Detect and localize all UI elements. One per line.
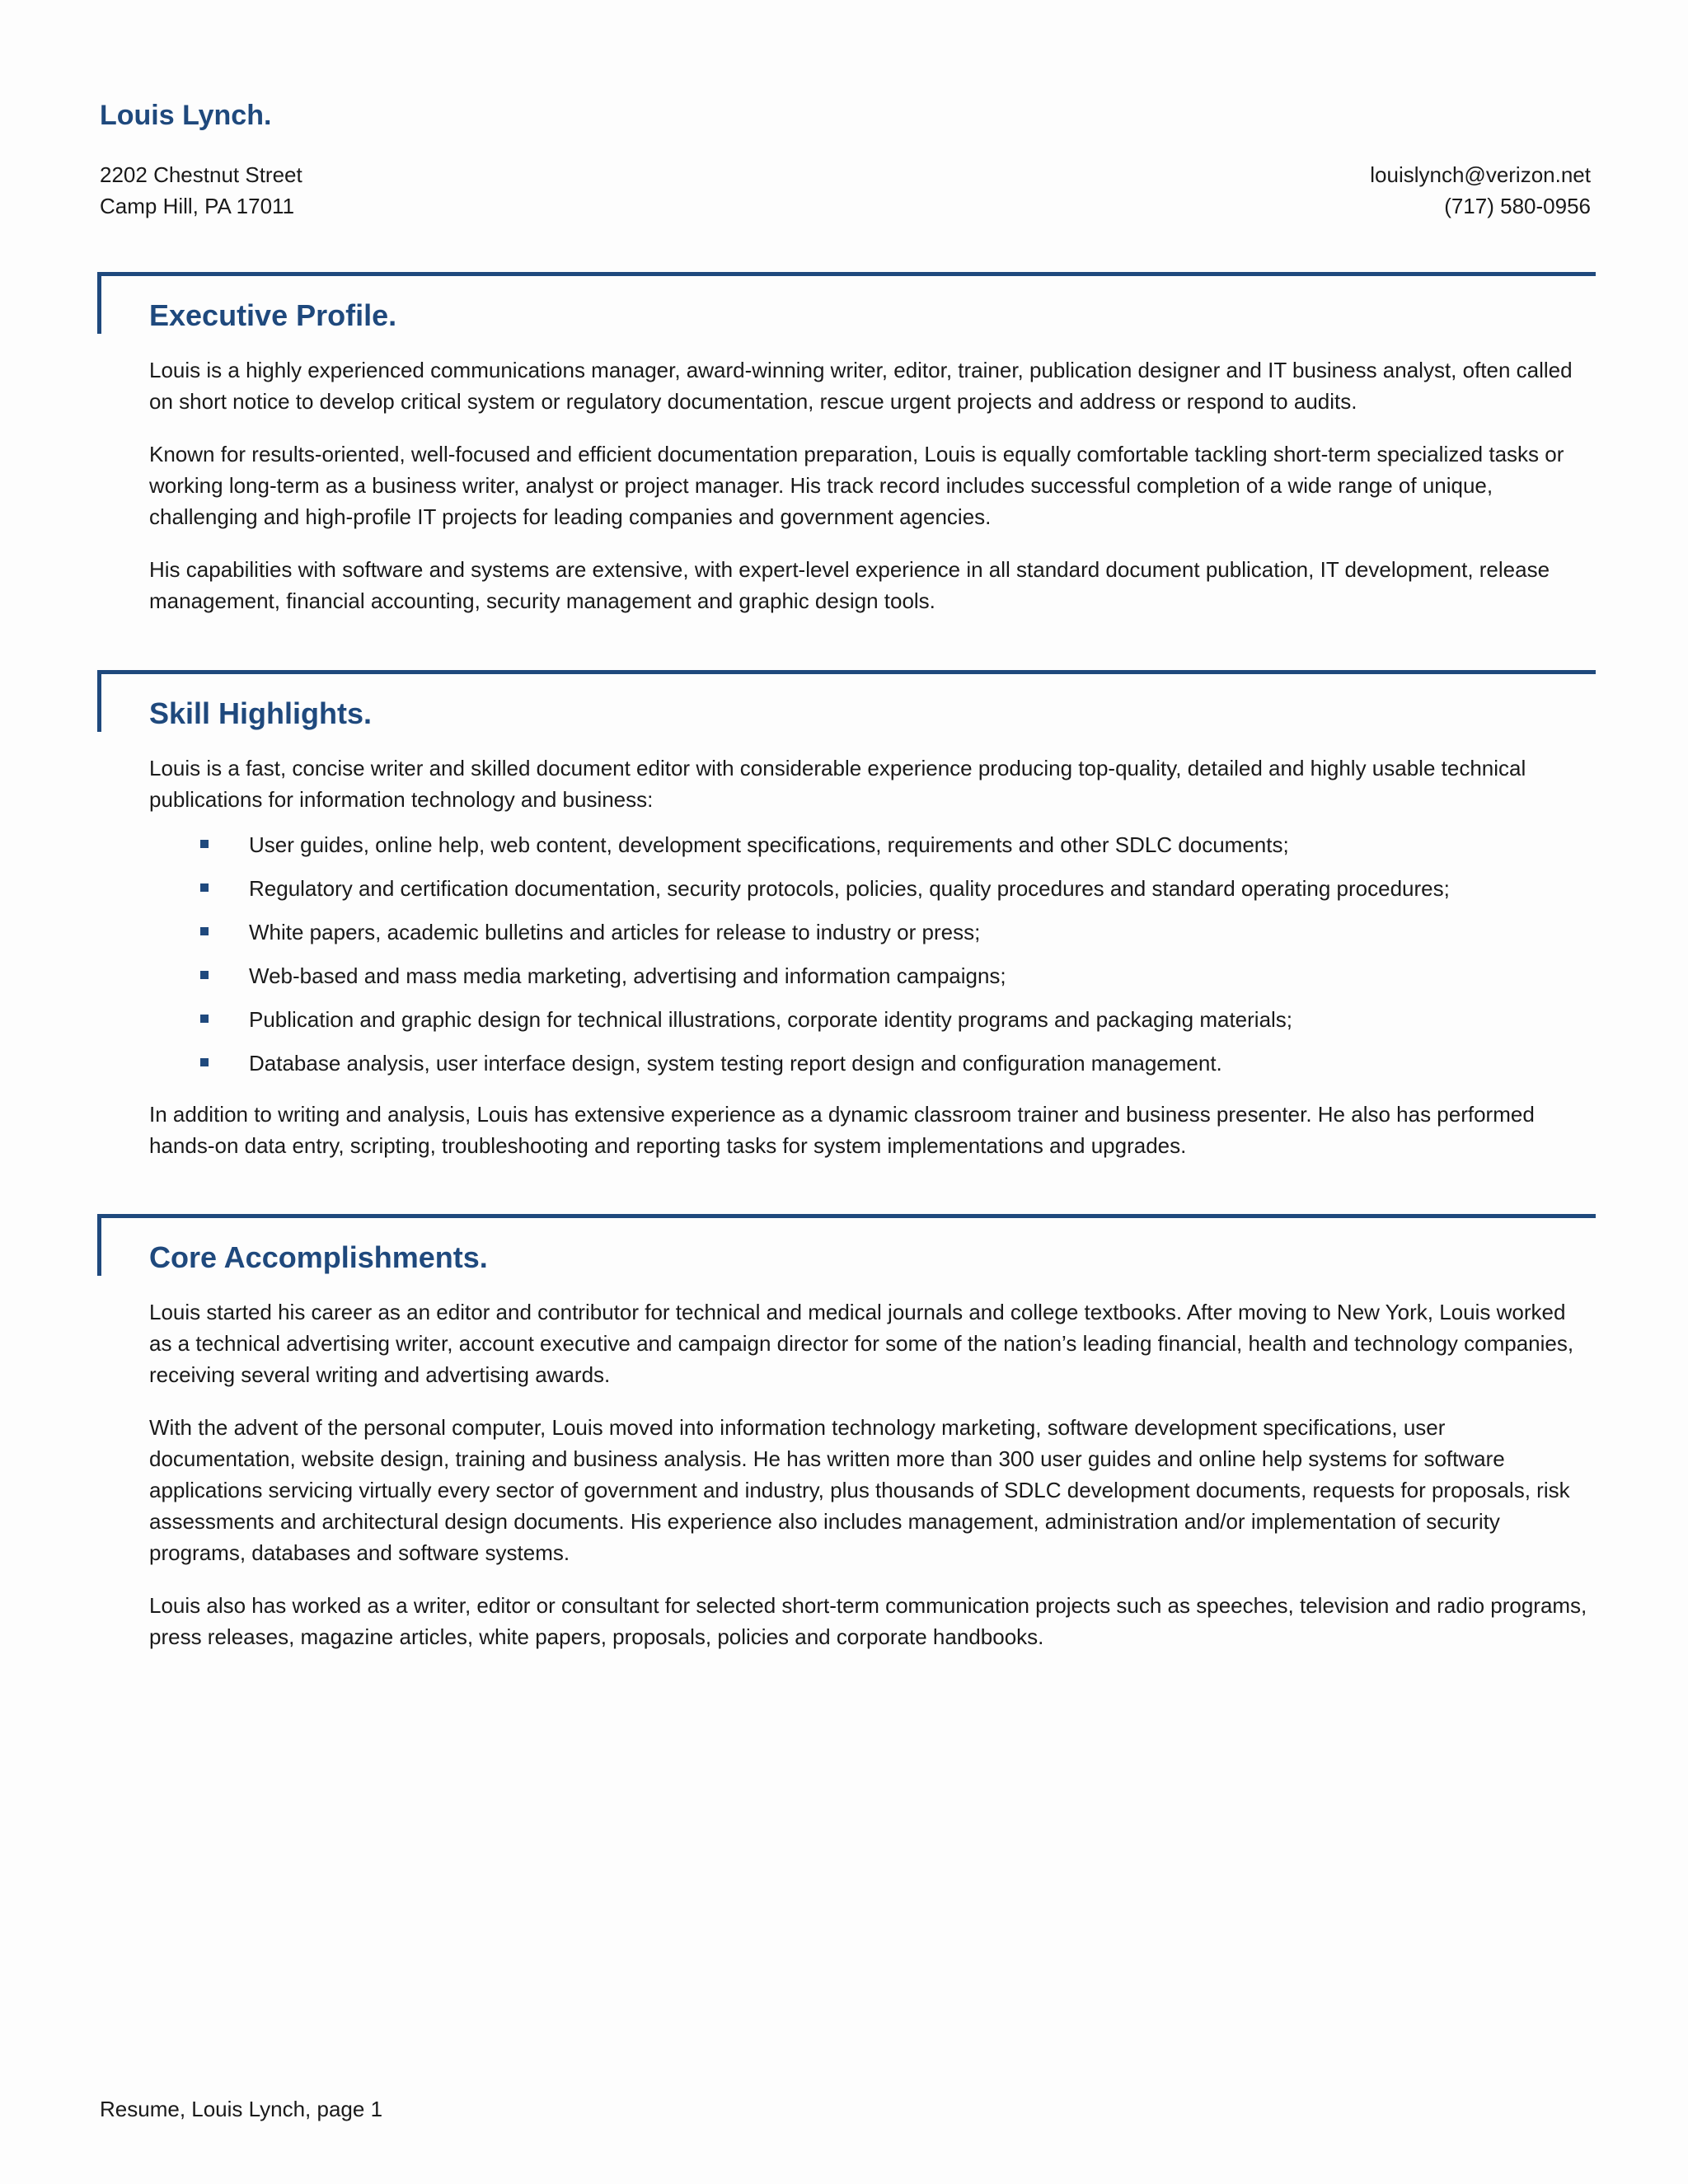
list-item: White papers, academic bulletins and articles for release to industry or press;	[149, 916, 1592, 948]
section-body	[149, 354, 1592, 638]
phone-number: (717) 580-0956	[1444, 194, 1591, 218]
paragraph: Known for results-oriented, well-focused and efficient documentation preparation, Louis is equally comfortable tackling short-term specialized tasks or working long-term as a business writer, analyst or project manager. His track record includes successful completion of a wide range of unique, challenging and high-profile IT projects for leading companies and government agencies.	[149, 442, 1564, 529]
city-state-zip: Camp Hill, PA 17011	[100, 194, 295, 218]
list-item: Regulatory and certification documentation, security protocols, policies, quality procedures and standard operating procedures;	[149, 873, 1592, 904]
paragraph: Louis started his career as an editor and contributor for technical and medical journals and college textbooks. After moving to New York, Louis worked as a technical advertising writer, account executive and campaign director for some of the nation’s leading financial, health and technology companies, receiving several writing and advertising awards.	[149, 1300, 1574, 1387]
candidate-name: Louis Lynch.	[100, 100, 272, 131]
postal-address	[100, 159, 302, 222]
section-accent-bar	[97, 674, 101, 732]
list-item: User guides, online help, web content, development specifications, requirements and other SDLC documents;	[149, 829, 1592, 860]
skills-intro: Louis is a fast, concise writer and skilled document editor with considerable experience producing top-quality, detailed and highly usable technical publications for information technology and business:	[149, 756, 1526, 812]
list-item: Publication and graphic design for technical illustrations, corporate identity programs and packaging materials;	[149, 1004, 1592, 1035]
skill-highlights-section	[97, 670, 1596, 1169]
square-bullet-icon	[200, 927, 209, 935]
section-body	[149, 752, 1592, 1183]
paragraph: Louis also has worked as a writer, editor or consultant for selected short-term communication projects such as speeches, television and radio programs, press releases, magazine articles, white papers, proposals, policies and corporate handbooks.	[149, 1593, 1587, 1649]
paragraph: With the advent of the personal computer, Louis moved into information technology marketing, software development specifications, user documentation, website design, training and business analysis. He has written more than 300 user guides and online help systems for software applications servicing virtually every sector of government and industry, plus thousands of SDLC development documents, requests for proposals, risk assessments and architectural design documents. His experience also includes management, administration and/or implementation of security programs, databases and software systems.	[149, 1415, 1570, 1565]
square-bullet-icon	[200, 1015, 209, 1023]
square-bullet-icon	[200, 883, 209, 892]
section-body	[149, 1296, 1592, 1674]
section-accent-bar	[97, 276, 101, 334]
section-title: Core Accomplishments.	[149, 1240, 488, 1274]
square-bullet-icon	[200, 1058, 209, 1066]
square-bullet-icon	[200, 840, 209, 848]
skills-list	[149, 829, 1592, 1079]
contact-info	[1370, 159, 1591, 222]
executive-profile-section	[97, 272, 1596, 630]
section-title: Executive Profile.	[149, 298, 397, 332]
paragraph: Louis is a highly experienced communications manager, award-winning writer, editor, trainer, publication designer and IT business analyst, often called on short notice to develop critical system or regulatory documentation, rescue urgent projects and address or respond to audits.	[149, 358, 1573, 414]
skills-outro: In addition to writing and analysis, Louis has extensive experience as a dynamic classroom trainer and business presenter. He also has performed hands-on data entry, scripting, troubleshooting and reporting tasks for system implementations and upgrades.	[149, 1102, 1535, 1158]
list-item: Web-based and mass media marketing, advertising and information campaigns;	[149, 960, 1592, 991]
street-address: 2202 Chestnut Street	[100, 162, 302, 187]
paragraph: His capabilities with software and systems are extensive, with expert-level experience in all standard document publication, IT development, release management, financial accounting, security management and graphic design tools.	[149, 557, 1550, 613]
page-footer: Resume, Louis Lynch, page 1	[100, 2097, 383, 2121]
square-bullet-icon	[200, 971, 209, 979]
core-accomplishments-section	[97, 1214, 1596, 1680]
email-address: louislynch@verizon.net	[1370, 162, 1591, 187]
section-title: Skill Highlights.	[149, 696, 373, 730]
list-item: Database analysis, user interface design, system testing report design and configuration management.	[149, 1047, 1592, 1079]
section-accent-bar	[97, 1218, 101, 1276]
